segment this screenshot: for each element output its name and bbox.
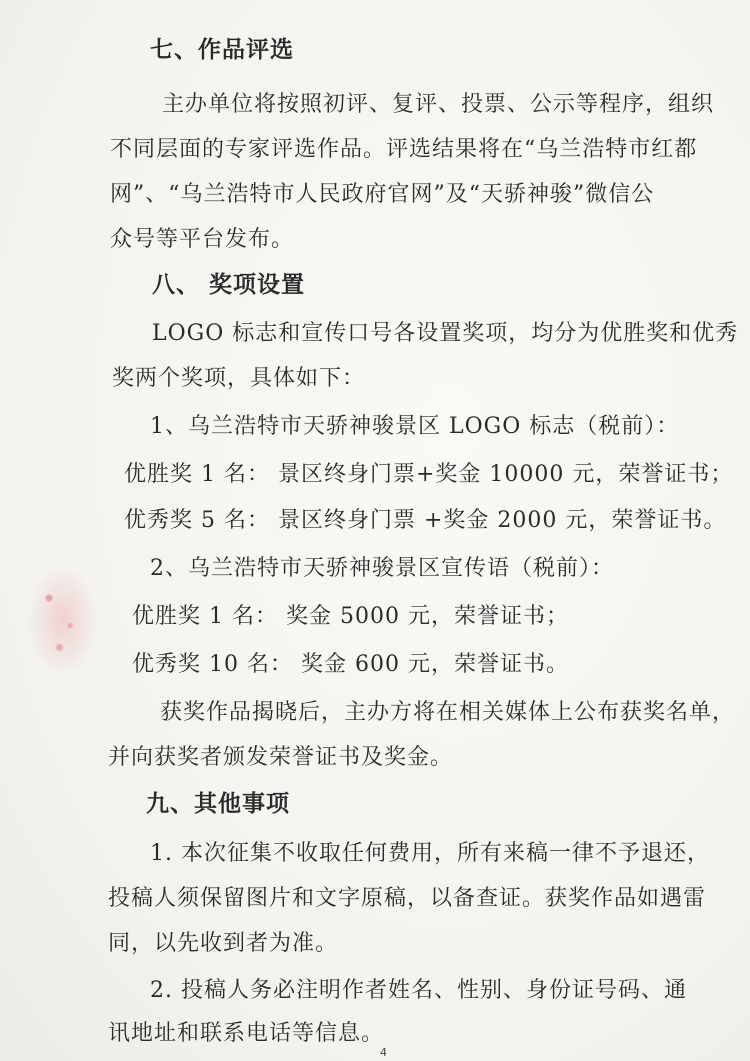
- award-line: 优胜奖 1 名： 景区终身门票+奖金 10000 元，荣誉证书；: [124, 462, 734, 487]
- paragraph-line: 不同层面的专家评选作品。评选结果将在“乌兰浩特市红都: [110, 137, 698, 162]
- paragraph-line: 奖两个奖项，具体如下：: [112, 366, 366, 391]
- award-category-slogan: 2、乌兰浩特市天骄神骏景区宣传语（税前）：: [150, 556, 614, 581]
- red-seal-stamp: [28, 565, 98, 675]
- paragraph-line: 1. 本次征集不收取任何费用，所有来稿一律不予退还，: [150, 841, 710, 866]
- award-category-logo: 1、乌兰浩特市天骄神骏景区 LOGO 标志（税前）：: [150, 414, 680, 439]
- paragraph-line: 获奖作品揭晓后，主办方将在相关媒体上公布获奖名单，: [160, 700, 736, 725]
- award-line: 优秀奖 5 名： 景区终身门票 +奖金 2000 元，荣誉证书。: [124, 508, 727, 533]
- paragraph-line: 投稿人须保留图片和文字原稿，以备查证。获奖作品如遇雷: [108, 886, 707, 911]
- page-number: 4: [380, 1046, 387, 1059]
- paragraph-line: 网”、“乌兰浩特市人民政府官网”及“天骄神骏”微信公: [110, 182, 655, 207]
- paragraph-line: LOGO 标志和宣传口号各设置奖项，均分为优胜奖和优秀: [152, 321, 739, 346]
- heading-section-8: 八、 奖项设置: [152, 272, 306, 298]
- paragraph-line: 主办单位将按照初评、复评、投票、公示等程序，组织: [162, 92, 715, 117]
- award-line: 优秀奖 10 名： 奖金 600 元，荣誉证书。: [132, 652, 569, 677]
- paragraph-line: 同，以先收到者为准。: [108, 931, 339, 956]
- paragraph-line: 2. 投稿人务必注明作者姓名、性别、身份证号码、通: [150, 978, 687, 1003]
- award-line: 优胜奖 1 名： 奖金 5000 元，荣誉证书；: [132, 604, 569, 629]
- heading-section-9: 九、其他事项: [146, 791, 290, 817]
- heading-section-7: 七、作品评选: [150, 37, 294, 63]
- paragraph-line: 并向获奖者颁发荣誉证书及奖金。: [108, 745, 454, 770]
- paragraph-line: 众号等平台发布。: [110, 227, 295, 252]
- paragraph-line: 讯地址和联系电话等信息。: [108, 1021, 385, 1046]
